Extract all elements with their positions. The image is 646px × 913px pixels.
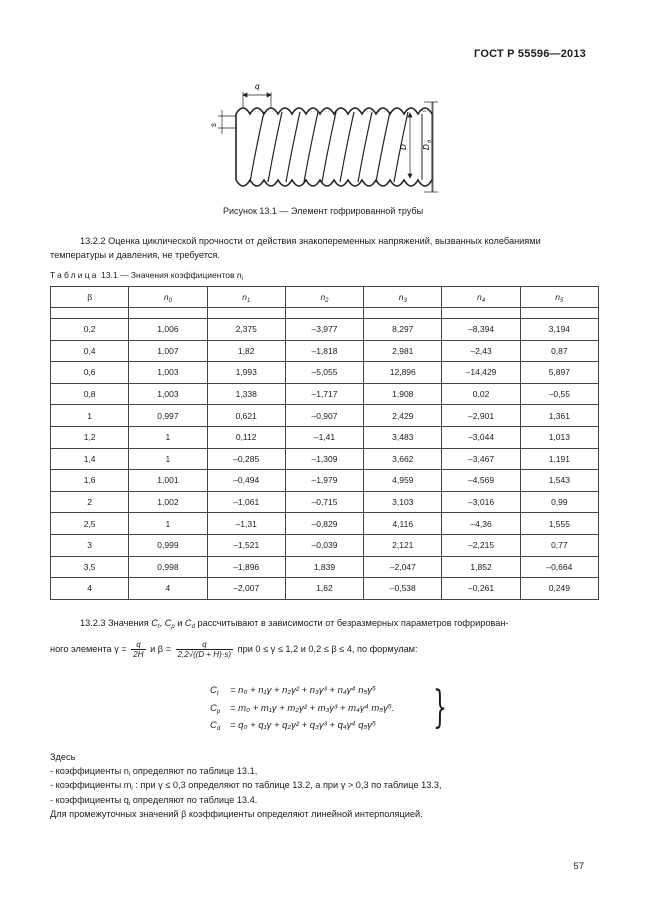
table-cell: 1,62: [285, 578, 363, 600]
table-cell: 1,013: [520, 426, 598, 448]
gamma-num: q: [131, 640, 145, 650]
table-row: [51, 362, 599, 384]
gap-cell: [442, 308, 520, 319]
formula-ct: [210, 682, 394, 700]
gap-cell: [129, 308, 207, 319]
table-cell: 2,429: [364, 405, 442, 427]
corrugated-pipe-figure: [200, 78, 440, 200]
note-q-text: - коэффициенты q: [50, 794, 129, 805]
beta-den: 2,2√((D + H)·s): [177, 650, 232, 659]
figure-label-s: s: [209, 123, 218, 127]
table-cell: –0,261: [442, 578, 520, 600]
beta-eq: β =: [157, 643, 171, 654]
table-cell: 4: [51, 578, 129, 600]
figure-label-Dd-sub: д: [427, 139, 433, 143]
figure-label-D: D: [399, 144, 408, 150]
table-row: [51, 319, 599, 341]
formula-cp: [210, 700, 394, 718]
table-cell: 0,999: [129, 534, 207, 556]
table-cell: –0,715: [285, 491, 363, 513]
table-cell: –0,55: [520, 383, 598, 405]
table-header-label: n: [477, 292, 482, 302]
table-header-cell: [51, 287, 129, 308]
formula-brace: }: [433, 682, 447, 733]
table-cell: 0,621: [207, 405, 285, 427]
table-cell: 0,02: [442, 383, 520, 405]
note-m: [50, 778, 442, 792]
document-header: ГОСТ Р 55596—2013: [474, 48, 586, 60]
table-cell: 3,483: [364, 426, 442, 448]
note-m-sub: i: [131, 786, 133, 793]
formula-end-dot: .: [391, 702, 395, 714]
var-cp-sub: p: [171, 624, 175, 630]
table-cell: 12,896: [364, 362, 442, 384]
table-cell: 1,543: [520, 470, 598, 492]
table-cell: 1: [129, 448, 207, 470]
table-header-sub: 0: [168, 298, 172, 304]
table-cell: 5,897: [520, 362, 598, 384]
table-cell: 1,006: [129, 319, 207, 341]
table-caption-var: n: [236, 270, 242, 280]
table-cell: 1,839: [285, 556, 363, 578]
table-cell: 1,908: [364, 383, 442, 405]
table-caption-sub: i: [241, 276, 243, 282]
beta-num: q: [176, 640, 234, 650]
table-caption: [50, 270, 243, 280]
table-cell: –0,538: [364, 578, 442, 600]
table-cell: 1,003: [129, 362, 207, 384]
p1323-rest: рассчитывают в зависимости от безразмерных параметров гофрирован-: [194, 618, 509, 628]
note-n-text: - коэффициенты n: [50, 766, 129, 777]
table-cell: 1: [129, 426, 207, 448]
note-q: [50, 793, 442, 807]
table-header-cell: [285, 287, 363, 308]
var-cd-sub: d: [191, 624, 195, 630]
table-row: [51, 383, 599, 405]
gap-cell: [285, 308, 363, 319]
table-cell: 1,338: [207, 383, 285, 405]
table-header-cell: [207, 287, 285, 308]
p1323-and: и: [174, 618, 185, 628]
table-cell: –14,429: [442, 362, 520, 384]
table-header-cell: [129, 287, 207, 308]
table-cell: –2,901: [442, 405, 520, 427]
table-cell: –3,467: [442, 448, 520, 470]
figure-caption: Рисунок 13.1 — Элемент гофрированной трубы: [222, 206, 424, 216]
table-cell: 4,959: [364, 470, 442, 492]
table-cell: 3: [51, 534, 129, 556]
table-row: [51, 405, 599, 427]
table-cell: 4,116: [364, 513, 442, 535]
figure-label-Dd: D: [422, 144, 431, 150]
table-cell: 1,993: [207, 362, 285, 384]
table-cell: –8,394: [442, 319, 520, 341]
table-header-sub: 1: [246, 298, 251, 304]
table-cell: 1,191: [520, 448, 598, 470]
table-caption-text: 13.1 — Значения коэффициентов: [98, 270, 237, 280]
table-header-sub: 3: [403, 298, 407, 304]
table-cell: 1,007: [129, 340, 207, 362]
gamma-fraction: [131, 640, 145, 659]
formula-cd-sub: d: [216, 726, 221, 732]
table-cell: –5,055: [285, 362, 363, 384]
formula-cp-lhs: C: [210, 702, 217, 714]
table-cell: 0,249: [520, 578, 598, 600]
table-cell: 0,4: [51, 340, 129, 362]
table-cell: –2,047: [364, 556, 442, 578]
table-cell: 1,852: [442, 556, 520, 578]
table-cell: 0,8: [51, 383, 129, 405]
figure-label-q: q: [255, 82, 260, 91]
table-cell: 1,2: [51, 426, 129, 448]
var-ct: C: [151, 618, 158, 628]
note-q-rest: определяют по таблице 13.4.: [130, 794, 258, 805]
table-header-cell: [520, 287, 598, 308]
table-cell: 3,103: [364, 491, 442, 513]
table-header-row: [51, 287, 599, 308]
table-cell: 2,375: [207, 319, 285, 341]
table-cell: –0,907: [285, 405, 363, 427]
gap-cell: [364, 308, 442, 319]
table-cell: 2: [51, 491, 129, 513]
table-header-cell: [364, 287, 442, 308]
paragraph-13-2-3: 13.2.3 Значения $C_t$, $C_p$ и $C_d$ рассчитывают в зависимости от безразмерных параметров гофрирован-: [80, 618, 509, 630]
table-cell: –1,896: [207, 556, 285, 578]
table-row: [51, 513, 599, 535]
table-cell: 1,82: [207, 340, 285, 362]
table-cell: 0,99: [520, 491, 598, 513]
table-cell: –0,664: [520, 556, 598, 578]
gap-cell: [520, 308, 598, 319]
pipe-bottom-wave: [236, 180, 432, 186]
table-cell: 0,997: [129, 405, 207, 427]
paragraph-13-2-2: 13.2.2 Оценка циклической прочности от действия знакопеременных напряжений, вызванных колебаниями температуры и давления, не требуется.: [50, 236, 541, 260]
table-cell: –4,36: [442, 513, 520, 535]
var-cd: C: [184, 618, 192, 628]
table-header-label: n: [320, 292, 326, 302]
table-cell: –4,569: [442, 470, 520, 492]
table-row: [51, 426, 599, 448]
gap-cell: [51, 308, 129, 319]
note-interpolation: Для промежуточных значений β коэффициенты определяют линейной интерполяцией.: [50, 808, 423, 819]
table-cell: –1,979: [285, 470, 363, 492]
table-header-label: β: [87, 292, 93, 302]
table-cell: –1,521: [207, 534, 285, 556]
table-cell: 1,003: [129, 383, 207, 405]
p1323-line2-end: при 0 ≤ γ ≤ 1,2 и 0,2 ≤ β ≤ 4, по формулам:: [237, 643, 418, 654]
table-cell: –0,039: [285, 534, 363, 556]
note-n-sub: i: [128, 772, 131, 779]
pipe-top-wave: [236, 108, 432, 114]
table-cell: 2,121: [364, 534, 442, 556]
table-cell: 3,5: [51, 556, 129, 578]
table-cell: 4: [129, 578, 207, 600]
table-cell: 1: [129, 513, 207, 535]
notes-block: [50, 750, 442, 821]
table-row: [51, 340, 599, 362]
table-row: [51, 491, 599, 513]
p1323-line2-start: ного элемента: [50, 643, 115, 654]
formula-ct-sub: t: [216, 691, 219, 697]
var-ct-sub: t: [157, 624, 160, 630]
table-cell: –1,309: [285, 448, 363, 470]
formula-cd-rhs: = q₀ + q₁γ + q₂γ² + q₃γ³ + q₄γ⁴ q₅γ⁵: [230, 720, 377, 731]
table-header-label: n: [242, 292, 247, 302]
table-header-label: n: [398, 292, 404, 302]
p1323-start: 13.2.3 Значения: [80, 618, 152, 628]
gamma-den: 2H: [133, 650, 144, 659]
table-cell: 3,194: [520, 319, 598, 341]
table-caption-prefix: Таблица: [50, 270, 99, 280]
beta-fraction: [176, 640, 234, 659]
formulas-block: [210, 682, 394, 735]
notes-intro: Здесь: [50, 752, 76, 762]
note-n: [50, 764, 442, 778]
table-header-sub: 4: [481, 298, 486, 304]
table-cell: –0,494: [207, 470, 285, 492]
formula-ct-rhs: = n₀ + n₁γ + n₂γ² + n₃γ³ + n₄γ⁴ n₅γ⁵: [230, 685, 377, 696]
table-cell: 1,001: [129, 470, 207, 492]
table-header-label: n: [163, 292, 169, 302]
table-cell: 1,002: [129, 491, 207, 513]
formula-cp-sub: p: [216, 708, 221, 715]
table-cell: –2,007: [207, 578, 285, 600]
table-cell: 0,998: [129, 556, 207, 578]
table-cell: –2,43: [442, 340, 520, 362]
table-cell: 1,4: [51, 448, 129, 470]
table-row: [51, 534, 599, 556]
gamma-eq: γ =: [114, 643, 127, 654]
table-cell: 0,77: [520, 534, 598, 556]
table-row: [51, 556, 599, 578]
table-cell: –1,41: [285, 426, 363, 448]
coefficients-table: [50, 286, 599, 600]
table-cell: –1,061: [207, 491, 285, 513]
table-cell: 0,6: [51, 362, 129, 384]
page-number: 57: [573, 861, 584, 872]
table-cell: 3,662: [364, 448, 442, 470]
formula-cd-lhs: C: [210, 720, 217, 731]
note-m-text: - коэффициенты m: [50, 780, 132, 791]
note-q-sub: i: [128, 800, 131, 807]
note-m-rest: : при γ ≤ 0,3 определяют по таблице 13.2, а при γ > 0,3 по таблице 13.3,: [132, 780, 442, 791]
table-cell: 0,112: [207, 426, 285, 448]
paragraph-13-2-3-line2: [50, 640, 418, 659]
table-header-cell: [442, 287, 520, 308]
formula-cd: [210, 717, 394, 735]
table-row: [51, 470, 599, 492]
table-cell: –0,829: [285, 513, 363, 535]
table-cell: 1,361: [520, 405, 598, 427]
table-cell: 2,981: [364, 340, 442, 362]
table-cell: –3,016: [442, 491, 520, 513]
var-cp: C: [164, 618, 172, 628]
table-cell: –1,31: [207, 513, 285, 535]
table-cell: 1: [51, 405, 129, 427]
table-cell: –3,977: [285, 319, 363, 341]
table-cell: 0,87: [520, 340, 598, 362]
formula-cp-rhs: = m₀ + m₁γ + m₂γ² + m₃γ³ + m₄γ⁴ m₅γ⁵: [230, 702, 392, 714]
table-cell: 2,5: [51, 513, 129, 535]
table-cell: 8,297: [364, 319, 442, 341]
gap-cell: [207, 308, 285, 319]
table-cell: 1,6: [51, 470, 129, 492]
table-cell: –1,717: [285, 383, 363, 405]
table-row: [51, 448, 599, 470]
table-header-sub: 2: [325, 298, 329, 304]
p1323-and2: и: [150, 643, 156, 654]
table-gap-row: [51, 308, 599, 319]
formula-ct-lhs: C: [210, 685, 217, 696]
table-cell: –1,818: [285, 340, 363, 362]
table-header-label: n: [555, 292, 561, 302]
table-cell: 1,555: [520, 513, 598, 535]
table-cell: –0,285: [207, 448, 285, 470]
table-cell: –2,215: [442, 534, 520, 556]
table-cell: –3,044: [442, 426, 520, 448]
table-header-sub: 5: [560, 298, 564, 304]
table-cell: 0,2: [51, 319, 129, 341]
note-n-rest: определяют по таблице 13.1,: [130, 766, 258, 777]
table-row: [51, 578, 599, 600]
